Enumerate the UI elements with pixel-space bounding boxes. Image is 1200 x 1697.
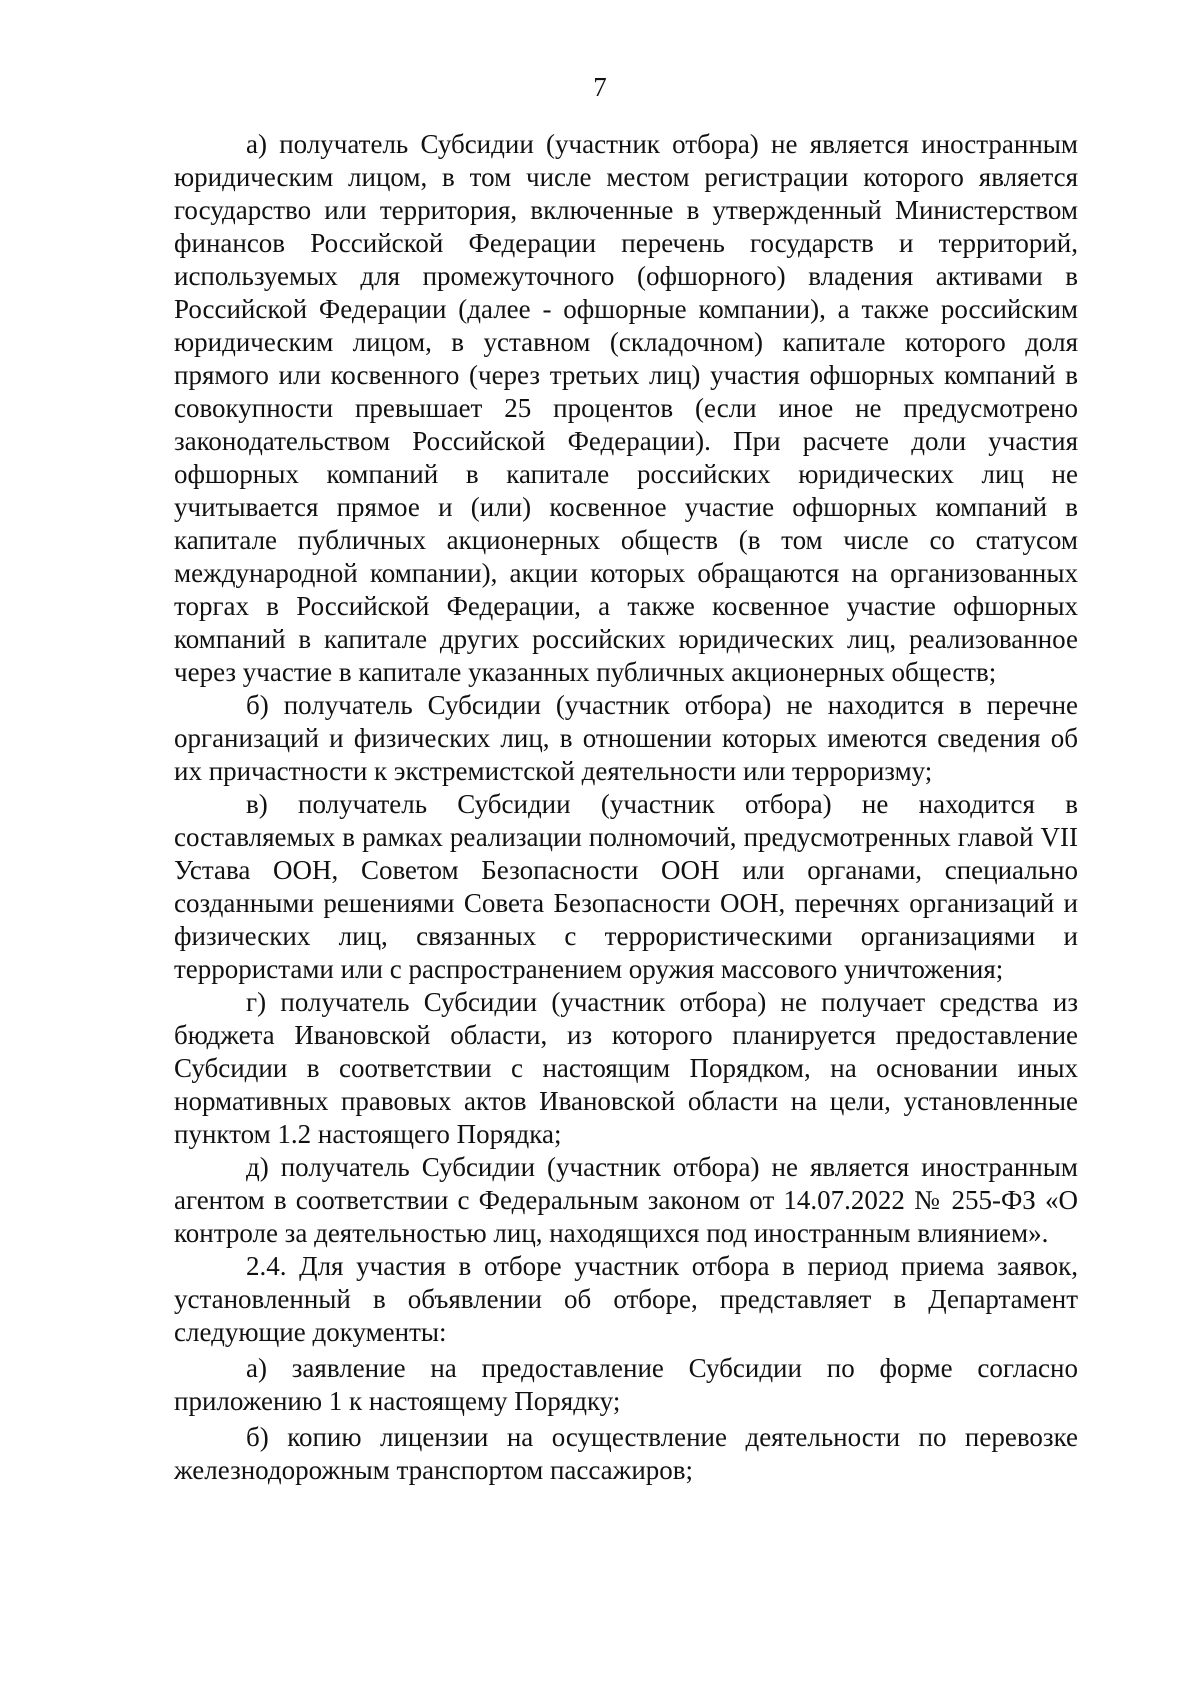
- paragraph-a-offshore: а) получатель Субсидии (участник отбора) не является иностранным юридическим лицом, в том числе местом регистрации которого является государство или территория, включенные в утвержденный Министерством финансов Российской Федерации перечень государств и территорий, используемых для промежуточного (офшорного) владения активами в Российской Федерации (далее - офшорные компании), а также российским юридическим лицом, в уставном (складочном) капитале которого доля прямого или косвенного (через третьих лиц) участия офшорных компаний в совокупности превышает 25 процентов (если иное не предусмотрено законодательством Российской Федерации). При расчете доли участия офшорных компаний в капитале российских юридических лиц не учитывается прямое и (или) косвенное участие офшорных компаний в капитале публичных акционерных обществ (в том числе со статусом международной компании), акции которых обращаются на организованных торгах в Российской Федерации, а также косвенное участие офшорных компаний в капитале других российских юридических лиц, реализованное через участие в капитале указанных публичных акционерных обществ;: [174, 129, 1078, 687]
- paragraph-b-extremism: б) получатель Субсидии (участник отбора) не находится в перечне организаций и физических лиц, в отношении которых имеются сведения об их причастности к экстремистской деятельности или терроризму;: [174, 690, 1078, 786]
- paragraph-v-un-lists: в) получатель Субсидии (участник отбора) не находится в составляемых в рамках реализации полномочий, предусмотренных главой VII Устава ООН, Советом Безопасности ООН или органами, специально созданными решениями Совета Безопасности ООН, перечнях организаций и физических лиц, связанных с террористическими организациями и террористами или с распространением оружия массового уничтожения;: [174, 789, 1078, 984]
- page-number: 7: [593, 72, 607, 102]
- paragraph-2-4-documents: 2.4. Для участия в отборе участник отбора в период приема заявок, установленный в объявлении об отборе, представляет в Департамент следующие документы:: [174, 1251, 1078, 1347]
- paragraph-g-budget-funds: г) получатель Субсидии (участник отбора) не получает средства из бюджета Ивановской области, из которого планируется предоставление Субсидии в соответствии с настоящим Порядком, на основании иных нормативных правовых актов Ивановской области на цели, установленные пунктом 1.2 настоящего Порядка;: [174, 987, 1078, 1149]
- paragraph-a-application: а) заявление на предоставление Субсидии по форме согласно приложению 1 к настоящему Порядку;: [174, 1353, 1078, 1416]
- document-body: [174, 128, 1078, 1487]
- paragraph-d-foreign-agent: д) получатель Субсидии (участник отбора) не является иностранным агентом в соответствии с Федеральным законом от 14.07.2022 № 255-ФЗ «О контроле за деятельностью лиц, находящихся под иностранным влиянием».: [174, 1152, 1078, 1248]
- paragraph-b-license-copy: б) копию лицензии на осуществление деятельности по перевозке железнодорожным транспортом пассажиров;: [174, 1422, 1078, 1485]
